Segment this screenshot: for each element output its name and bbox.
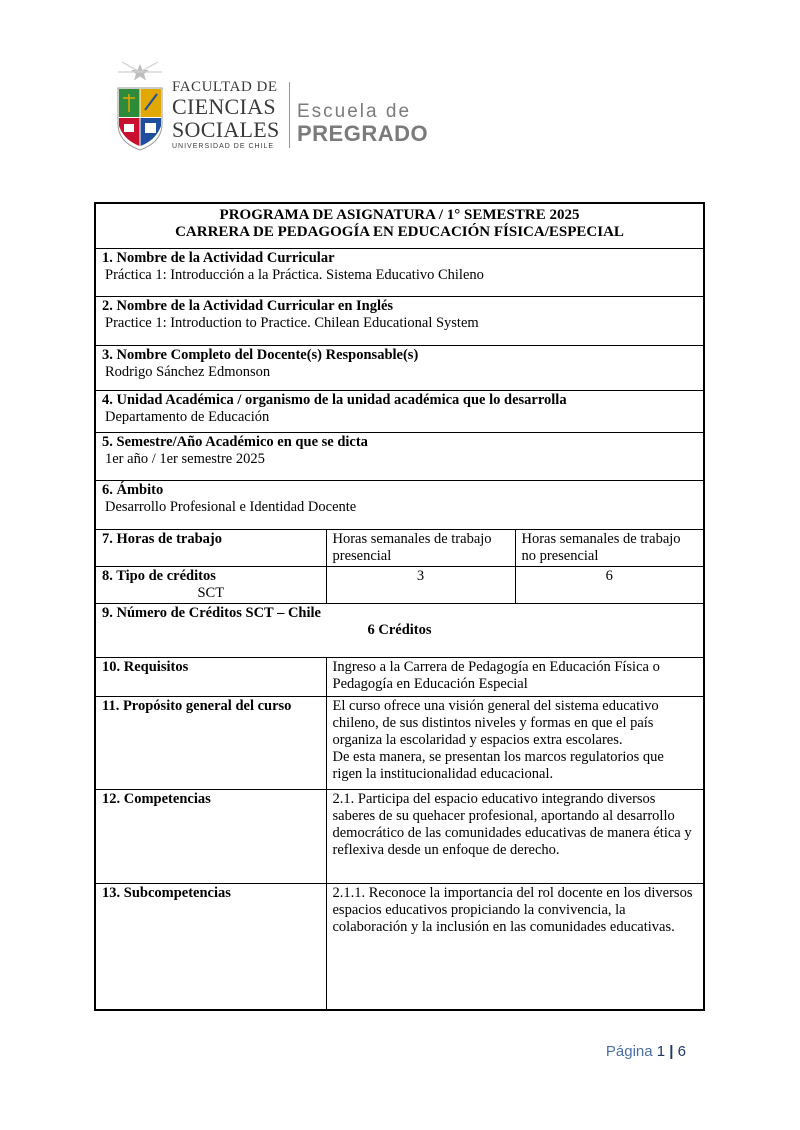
credits-row (95, 603, 704, 657)
purpose-row (95, 696, 704, 789)
section-row (95, 345, 704, 390)
subcompetencies-value: 2.1.1. Reconoce la importancia del rol docente en los diversos espacios educativos propiciando la convivencia, la colaboración y la inclusión en las comunidades educativas. (326, 883, 704, 1010)
section-value: Rodrigo Sánchez Edmonson (105, 363, 271, 380)
logo-line-2: CIENCIAS (172, 94, 276, 119)
section-value: Practice 1: Introduction to Practice. Chilean Educational System (105, 314, 479, 331)
logo-line-1: FACULTAD DE (172, 79, 278, 95)
university-seal-icon (112, 60, 168, 155)
section-row (95, 432, 704, 480)
hours-no-presencial-value: 6 (515, 566, 704, 603)
faculty-logo (112, 60, 452, 155)
section-value: 1er año / 1er semestre 2025 (105, 450, 265, 467)
hours-presencial-header: Horas semanales de trabajo presencial (326, 529, 515, 566)
section-9 (95, 603, 704, 657)
school-name-line-1: Escuela de (297, 101, 412, 122)
school-name-line-2: PREGRADO (297, 121, 429, 146)
section-title: 2. Nombre de la Actividad Curricular en Inglés (102, 297, 394, 314)
section-row (95, 390, 704, 432)
requirements-label: 10. Requisitos (95, 657, 326, 696)
logo-line-3: SOCIALES (172, 117, 280, 142)
requirements-value: Ingreso a la Carrera de Pedagogía en Educación Física o Pedagogía en Educación Especial (326, 657, 704, 696)
section-value: Práctica 1: Introducción a la Práctica. Sistema Educativo Chileno (105, 266, 484, 283)
credits-value: 6 Créditos (367, 621, 432, 638)
hours-row (95, 529, 704, 566)
section-title: 4. Unidad Académica / organismo de la unidad académica que lo desarrolla (102, 391, 567, 408)
program-header (95, 203, 704, 248)
credits-type-row (95, 566, 704, 603)
section-title: 1. Nombre de la Actividad Curricular (102, 249, 335, 266)
hours-no-presencial-header: Horas semanales de trabajo no presencial (515, 529, 704, 566)
competencies-row (95, 789, 704, 883)
requirements-row (95, 657, 704, 696)
header-row (95, 203, 704, 248)
purpose-value-1: El curso ofrece una visión general del sistema educativo chileno, de sus distintos niveles y formas en que el país organiza la escolaridad y espacios extra escolares. (332, 697, 659, 748)
section-value: Desarrollo Profesional e Identidad Docente (105, 498, 357, 515)
section-title: 3. Nombre Completo del Docente(s) Responsable(s) (102, 346, 419, 363)
purpose-cell (326, 696, 704, 789)
header-line-2: CARRERA DE PEDAGOGÍA EN EDUCACIÓN FÍSICA/ESPECIAL (175, 224, 624, 240)
section-5 (95, 432, 704, 480)
credits-type-cell (95, 566, 326, 603)
section-3 (95, 345, 704, 390)
section-title: 9. Número de Créditos SCT – Chile (102, 604, 321, 621)
section-row (95, 296, 704, 345)
hours-label: 7. Horas de trabajo (95, 529, 326, 566)
page-total: 6 (677, 1043, 686, 1060)
page-footer (606, 1043, 686, 1060)
section-2 (95, 296, 704, 345)
page-label: Página (605, 1043, 653, 1060)
section-row (95, 480, 704, 529)
purpose-label: 11. Propósito general del curso (95, 696, 326, 789)
credits-type-value: SCT (197, 584, 225, 601)
page-number: 1 (656, 1043, 666, 1060)
section-value: Departamento de Educación (105, 408, 270, 425)
subcompetencies-row (95, 883, 704, 1010)
course-program-table (94, 202, 705, 1011)
section-title: 5. Semestre/Año Académico en que se dicta (102, 433, 368, 450)
credits-type-label: 8. Tipo de créditos (102, 567, 216, 584)
section-title: 6. Ámbito (102, 481, 164, 498)
competencies-value: 2.1. Participa del espacio educativo integrando diversos saberes de su quehacer profesional, aportando al desarrollo democrático de las comunidades educativas de manera ética y reflexiva desde un enfoque de derecho. (326, 789, 704, 883)
logo-divider (289, 82, 290, 148)
header-line-1: PROGRAMA DE ASIGNATURA / 1° SEMESTRE 2025 (219, 207, 580, 223)
logo-line-4: UNIVERSIDAD DE CHILE (172, 143, 275, 150)
hours-presencial-value: 3 (326, 566, 515, 603)
section-1 (95, 248, 704, 296)
subcompetencies-label: 13. Subcompetencias (95, 883, 326, 1010)
competencies-label: 12. Competencias (95, 789, 326, 883)
page-separator: | (669, 1043, 674, 1060)
purpose-value-2: De esta manera, se presentan los marcos regulatorios que rigen la institucionalidad educacional. (332, 748, 664, 782)
section-row (95, 248, 704, 296)
section-6 (95, 480, 704, 529)
section-4 (95, 390, 704, 432)
